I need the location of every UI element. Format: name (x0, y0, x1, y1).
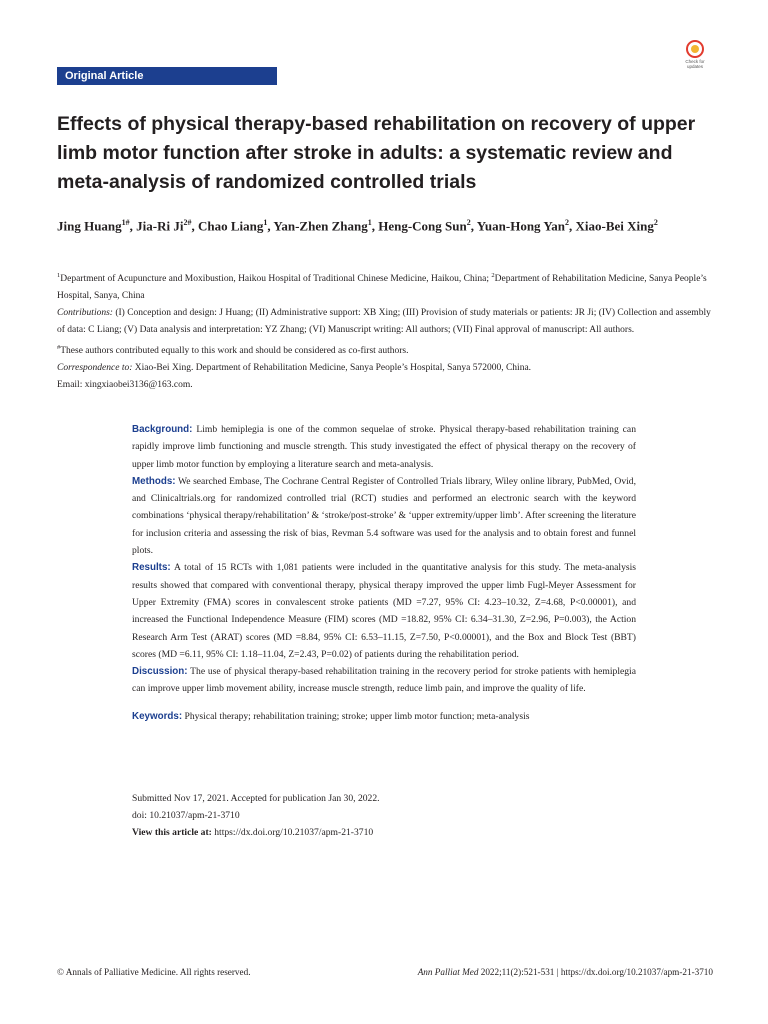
correspondence-text: Xiao-Bei Xing. Department of Rehabilitation Medicine, Sanya People’s Hospital, Sanya 572000, China. (134, 363, 532, 374)
article-type-badge: Original Article (57, 67, 277, 85)
methods-text: We searched Embase, The Cochrane Central Register of Controlled Trials library, Wiley online library, PubMed, Ovid, and Clinicaltrials.org for randomized controlled trial (RCT) studies and performed an electronic search with the keyword combinations ‘physical therapy/rehabilitation’ & ‘stroke/post-stroke’ & ‘upper extremity/upper limb’. After screening the literature for inclusion criteria and assessing the risk of bias, Revman 5.4 software was used for the analysis and to obtain forest and funnel plots. (132, 475, 636, 557)
affiliations-block (57, 267, 713, 394)
author-sup: 2 (466, 218, 471, 227)
affiliation-line (57, 267, 713, 305)
contributions-label: Contributions: (57, 308, 113, 319)
abstract-results (132, 559, 636, 663)
results-label: Results: (132, 562, 171, 574)
author-name: Xiao-Bei Xing (575, 218, 654, 234)
correspondence-label: Correspondence to: (57, 363, 133, 374)
affiliation-sup: 2 (491, 272, 495, 279)
equal-contribution-text: These authors contributed equally to this work and should be considered as co-first authors. (60, 346, 409, 357)
results-text: A total of 15 RCTs with 1,081 patients were included in the quantitative analysis for this study. The meta-analysis results showed that compared with conventional therapy, physical therapy improved the upper limb Fugl-Meyer Assessment for Upper Extremity (FMA) scores in convalescent stroke patients (MD =7.27, 95% CI: 4.23–10.32, Z=4.68, P<0.00001), and increased the Functional Independence Measure (FIM) scores (MD =18.82, 95% CI: 6.34–31.30, Z=2.96, P=0.003), the Action Research Arm Test (ARAT) scores (MD =8.84, 95% CI: 6.53–11.15, Z=7.50, P<0.00001), and the Box and Block Test (BBT) scores (MD =6.11, 95% CI: 1.18–11.04, Z=2.43, P=0.02) of patients during the rehabilitation period. (132, 562, 636, 660)
author-sup: 1 (263, 218, 268, 227)
submission-info (132, 790, 632, 841)
affiliation-2: Department of Rehabilitation Medicine, Sanya People’s Hospital, Sanya, China (57, 274, 707, 302)
submission-dates: Submitted Nov 17, 2021. Accepted for publication Jan 30, 2022. (132, 793, 380, 804)
abstract-background (132, 421, 636, 473)
author-name: Heng-Cong Sun (378, 218, 467, 234)
discussion-text: The use of physical therapy-based rehabilitation training in the recovery period for stroke patients with hemiplegia can improve upper limb movement ability, increase muscle strength, reduce limb pain, and improve the quality of life. (132, 666, 636, 695)
check-for-updates-icon[interactable] (680, 40, 710, 70)
journal-abbrev: Ann Palliat Med (417, 967, 479, 977)
abstract-methods (132, 473, 636, 559)
keywords-text: Physical therapy; rehabilitation training; stroke; upper limb motor function; meta-analysis (184, 710, 530, 722)
crossmark-icon (686, 40, 704, 58)
view-article-link[interactable]: https://dx.doi.org/10.21037/apm-21-3710 (214, 827, 374, 838)
abstract (132, 421, 636, 725)
author-name: Yan-Zhen Zhang (273, 218, 368, 234)
check-for-updates-label: Check for updates (685, 59, 705, 69)
methods-label: Methods: (132, 475, 176, 487)
author-sup: 2 (653, 218, 658, 227)
author-sup: 1 (367, 218, 372, 227)
equal-contribution-line (57, 339, 713, 360)
author-name: Chao Liang (197, 218, 264, 234)
abstract-discussion (132, 663, 636, 698)
affiliation-1: Department of Acupuncture and Moxibustion, Haikou Hospital of Traditional Chinese Medicine, Haikou, China; (60, 274, 490, 285)
citation (418, 966, 713, 978)
abstract-keywords (132, 708, 636, 725)
author-sup: 1# (121, 218, 130, 227)
background-text: Limb hemiplegia is one of the common sequelae of stroke. Physical therapy-based rehabilitation training can rapidly improve limb functioning and muscle strength. This study investigated the effect of physical therapy on the recovery of upper limb motor function by employing a literature search and meta-analysis. (132, 424, 636, 470)
doi: doi: 10.21037/apm-21-3710 (132, 810, 240, 821)
citation-text[interactable]: 2022;11(2):521-531 | https://dx.doi.org/10.21037/apm-21-3710 (480, 967, 713, 977)
keywords-label: Keywords: (132, 710, 183, 722)
article-title: Effects of physical therapy-based rehabilitation on recovery of upper limb motor function after stroke in adults: a systematic review and meta-analysis of randomized controlled trials (57, 113, 696, 193)
copyright: © Annals of Palliative Medicine. All rights reserved. (57, 967, 251, 977)
background-label: Background: (132, 424, 193, 435)
author-name: Jing Huang (57, 218, 122, 234)
discussion-label: Discussion: (132, 666, 188, 678)
view-article-line (132, 824, 632, 841)
view-article-label: View this article at: (132, 827, 212, 838)
affiliation-sup: 1 (57, 272, 61, 279)
author-name: Yuan-Hong Yan (476, 218, 566, 234)
author-sup: 2 (565, 218, 570, 227)
author-list: Jing Huang$^{1\#}$, Jia-Ri $Ji^{2\#}$, Chao Liang$^1$, Yan-Zhen Zhang$^1$, Heng-Cong Sun$^2$, Yuan-Hong Yan$^2$, Xiao-Bei Xing$^2$ (57, 218, 658, 234)
author-sup: 2# (183, 218, 192, 227)
email-line[interactable]: Email: xingxiaobei3136@163.com. (57, 380, 193, 391)
equal-sup: # (57, 344, 61, 352)
contributions-line (57, 305, 713, 339)
contributions-text: (I) Conception and design: J Huang; (II) Administrative support: XB Xing; (III) Provision of study materials or patients: JR Ji; (IV) Collection and assembly of data: C Liang; (V) Data analysis and interpretation: YZ Zhang; (VI) Manuscript writing: All authors; (VII) Final approval of manuscript: All authors. (57, 308, 711, 336)
correspondence-line (57, 360, 713, 377)
author-name: Jia-Ri Ji (136, 218, 184, 234)
